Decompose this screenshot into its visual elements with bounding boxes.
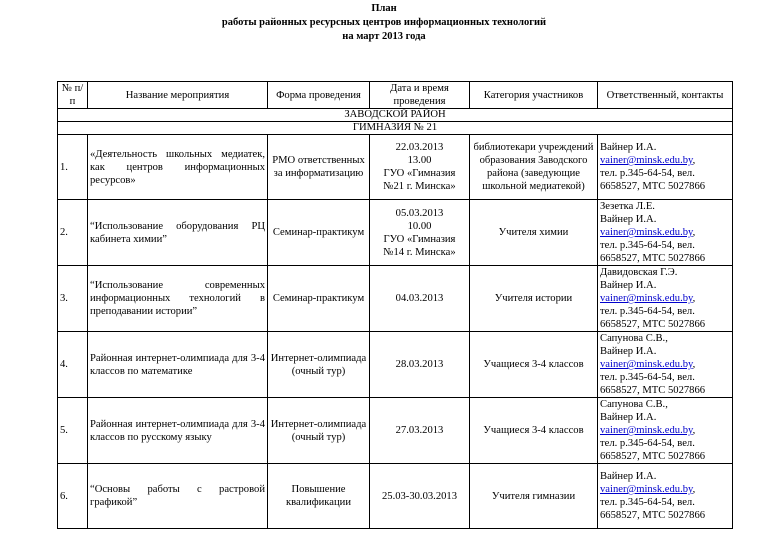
header-name: Название мероприятия (88, 82, 268, 109)
header-datetime: Дата и время проведения (370, 82, 470, 109)
event-contact: Сапунова С.В., Вайнер И.А. vainer@minsk.edu.by, тел. р.345-64-54, вел. 6658527, МТС 5027866 (598, 398, 733, 464)
event-contact: Сапунова С.В., Вайнер И.А. vainer@minsk.edu.by, тел. р.345-64-54, вел. 6658527, МТС 5027866 (598, 332, 733, 398)
event-name: “Основы работы с растровой графикой” (88, 464, 268, 529)
email-link[interactable]: vainer@minsk.edu.by (600, 425, 693, 436)
event-contact: Давидовская Г.Э. Вайнер И.А. vainer@minsk.edu.by, тел. р.345-64-54, вел. 6658527, МТС 5027866 (598, 266, 733, 332)
contact-phone: тел. р.345-64-54, вел. 6658527, МТС 5027866 (600, 168, 706, 192)
table-row (58, 266, 733, 332)
event-name: «Деятельность школьных медиатек, как центров информационных ресурсов» (88, 135, 268, 200)
event-place: ГУО «Гимназия №21 г. Минска» (383, 168, 456, 192)
event-category: Учителя химии (470, 200, 598, 266)
event-category: библиотекари учреждений образования Заводского района (заведующие школьной медиатекой) (470, 135, 598, 200)
row-num: 6. (58, 464, 88, 529)
contact-person-primary: Давидовская Г.Э. (600, 267, 678, 278)
event-contact: Зезетка Л.Е. Вайнер И.А. vainer@minsk.edu.by, тел. р.345-64-54, вел. 6658527, МТС 5027866 (598, 200, 733, 266)
event-category: Учащиеся 3-4 классов (470, 332, 598, 398)
district-row (58, 109, 733, 122)
event-contact: Вайнер И.А. vainer@minsk.edu.by, тел. р.345-64-54, вел. 6658527, МТС 5027866 (598, 464, 733, 529)
table-row (58, 398, 733, 464)
event-name: Районная интернет-олимпиада для 3-4 классов по математике (88, 332, 268, 398)
event-form: Семинар-практикум (268, 200, 370, 266)
event-place: ГУО «Гимназия №14 г. Минска» (383, 233, 456, 258)
contact-phone: тел. р.345-64-54, вел. 6658527, МТС 5027866 (600, 497, 706, 521)
event-time: 10.00 (407, 220, 432, 232)
header-category: Категория участников (470, 82, 598, 109)
contact-phone: тел. р.345-64-54, вел. 6658527, МТС 5027866 (600, 438, 706, 462)
event-category: Учителя истории (470, 266, 598, 332)
row-num: 4. (58, 332, 88, 398)
header-num: № п/п (58, 82, 88, 109)
event-datetime (370, 200, 470, 266)
event-date: 22.03.2013 (395, 142, 444, 153)
event-name: “Использование современных информационных технологий в преподавании истории” (88, 266, 268, 332)
email-link[interactable]: vainer@minsk.edu.by (600, 227, 693, 238)
email-link[interactable]: vainer@minsk.edu.by (600, 293, 693, 304)
email-link[interactable]: vainer@minsk.edu.by (600, 359, 693, 370)
event-name: “Использование оборудования РЦ кабинета химии” (88, 200, 268, 266)
event-name: Районная интернет-олимпиада для 3-4 классов по русскому языку (88, 398, 268, 464)
contact-person-primary: Сапунова С.В., (600, 333, 668, 344)
row-num: 3. (58, 266, 88, 332)
row-num: 2. (58, 200, 88, 266)
title-line-1: План (371, 3, 397, 14)
event-date: 27.03.2013 (370, 398, 470, 464)
plan-table (57, 81, 733, 529)
event-datetime (370, 135, 470, 200)
header-form: Форма проведения (268, 82, 370, 109)
event-time: 13.00 (407, 155, 432, 166)
contact-person: Вайнер И.А. (600, 471, 657, 482)
event-contact: Вайнер И.А. vainer@minsk.edu.by, тел. р.345-64-54, вел. 6658527, МТС 5027866 (598, 135, 733, 200)
table-row (58, 200, 733, 266)
event-form: Повышение квалификации (268, 464, 370, 529)
district-label: ЗАВОДСКОЙ РАЙОН (58, 109, 733, 122)
contact-person-primary: Зезетка Л.Е. (600, 201, 655, 212)
event-form: Семинар-практикум (268, 266, 370, 332)
school-row (58, 122, 733, 135)
event-category: Учителя гимназии (470, 464, 598, 529)
contact-phone: тел. р.345-64-54, вел. 6658527, МТС 5027866 (600, 372, 706, 396)
email-link[interactable]: vainer@minsk.edu.by (600, 155, 693, 166)
contact-person: Вайнер И.А. (600, 214, 657, 225)
header-row (58, 82, 733, 109)
contact-person: Вайнер И.А. (600, 142, 657, 153)
table-row (58, 464, 733, 529)
table-row (58, 135, 733, 200)
event-date: 05.03.2013 (395, 207, 444, 219)
event-form: Интернет-олимпиада (очный тур) (268, 398, 370, 464)
contact-person: Вайнер И.А. (600, 280, 657, 291)
row-num: 1. (58, 135, 88, 200)
contact-phone: тел. р.345-64-54, вел. 6658527, МТС 5027866 (600, 240, 706, 264)
table-row (58, 332, 733, 398)
school-label: ГИМНАЗИЯ № 21 (58, 122, 733, 135)
contact-phone: тел. р.345-64-54, вел. 6658527, МТС 5027866 (600, 306, 706, 330)
document-title (0, 0, 768, 44)
event-form: РМО ответственных за информатизацию (268, 135, 370, 200)
contact-person-primary: Сапунова С.В., (600, 399, 668, 410)
event-date: 25.03-30.03.2013 (370, 464, 470, 529)
row-num: 5. (58, 398, 88, 464)
email-link[interactable]: vainer@minsk.edu.by (600, 484, 693, 495)
header-responsible: Ответственный, контакты (598, 82, 733, 109)
event-date: 28.03.2013 (370, 332, 470, 398)
event-form: Интернет-олимпиада (очный тур) (268, 332, 370, 398)
event-category: Учащиеся 3-4 классов (470, 398, 598, 464)
contact-person: Вайнер И.А. (600, 346, 657, 357)
contact-person: Вайнер И.А. (600, 412, 657, 423)
title-line-2: работы районных ресурсных центров информационных технологий (221, 17, 547, 28)
event-date: 04.03.2013 (370, 266, 470, 332)
title-line-3: на март 2013 года (342, 31, 426, 42)
